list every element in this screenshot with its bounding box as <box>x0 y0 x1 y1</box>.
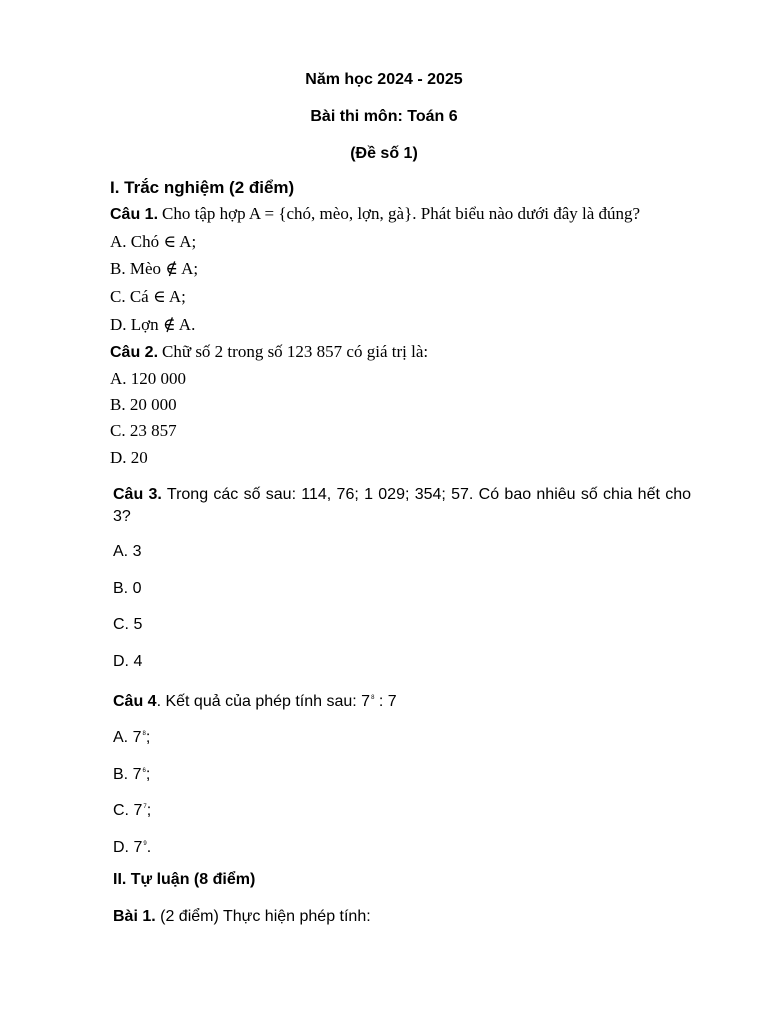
question-4-text: . Kết quả của phép tính sau: 7 <box>156 693 371 710</box>
q4-option-a-exp: 8 <box>142 731 146 737</box>
q4-option-c-base: C. 7 <box>113 802 143 819</box>
question-2-label: Câu 2. <box>110 344 159 361</box>
q4-option-d-base: D. 7 <box>113 839 143 856</box>
q2-option-a: A. 120 000 <box>110 369 187 388</box>
question-4-text-tail: : 7 <box>374 693 397 710</box>
bai-1-text: (2 điểm) Thực hiện phép tính: <box>155 908 371 925</box>
q4-option-b-tail: ; <box>145 766 151 783</box>
question-2-text: Chữ số 2 trong số 123 857 có giá trị là: <box>162 342 429 361</box>
question-4-exponent: 8 <box>371 695 375 701</box>
q3-option-c: C. 5 <box>113 616 143 633</box>
q4-option-a-base: A. 7 <box>113 729 142 746</box>
q2-option-d: D. 20 <box>110 448 148 467</box>
question-2 <box>110 342 428 363</box>
q2-option-b: B. 20 000 <box>110 395 177 414</box>
bai-1 <box>113 907 371 927</box>
question-1 <box>110 204 640 225</box>
q4-option-b-base: B. 7 <box>113 766 142 783</box>
question-3-label: Câu 3. <box>113 486 162 503</box>
q1-option-c: C. Cá ∈ A; <box>110 287 186 306</box>
q4-option-c-exp: 7 <box>143 804 147 810</box>
q4-option-b-exp: 6 <box>142 768 146 774</box>
exam-subject: Bài thi môn: Toán 6 <box>310 108 458 125</box>
q1-option-d: D. Lợn ∉ A. <box>110 315 196 334</box>
q1-option-a: A. Chó ∈ A; <box>110 232 197 251</box>
exam-code: (Đề số 1) <box>350 145 418 162</box>
q4-option-c <box>113 797 151 821</box>
q3-option-b: B. 0 <box>113 580 142 597</box>
question-1-label: Câu 1. <box>110 206 159 223</box>
part2-title: II. Tự luận (8 điểm) <box>113 871 256 888</box>
q4-option-c-tail: ; <box>146 802 152 819</box>
q2-option-c: C. 23 857 <box>110 421 177 440</box>
part1-title: I. Trắc nghiệm (2 điểm) <box>110 178 295 197</box>
q4-option-d-exp: 9 <box>143 841 147 847</box>
bai-1-label: Bài 1. <box>113 908 156 925</box>
question-4 <box>113 688 397 712</box>
question-1-text: Cho tập hợp A = {chó, mèo, lợn, gà}. Phát biểu nào dưới đây là đúng? <box>162 204 641 223</box>
q3-option-a: A. 3 <box>113 543 142 560</box>
q3-option-d: D. 4 <box>113 653 143 670</box>
school-year: Năm học 2024 - 2025 <box>305 71 463 88</box>
q1-option-b: B. Mèo ∉ A; <box>110 259 199 278</box>
q4-option-d <box>113 834 151 858</box>
q4-option-a <box>113 724 150 748</box>
question-3-text: Trong các số sau: 114, 76; 1 029; 354; 57. Có bao nhiêu số chia hết cho 3? <box>113 486 692 525</box>
q4-option-d-tail: . <box>146 839 152 856</box>
question-4-label: Câu 4 <box>113 693 157 710</box>
q4-option-a-tail: ; <box>145 729 151 746</box>
q4-option-b <box>113 761 150 785</box>
question-3 <box>113 484 691 528</box>
